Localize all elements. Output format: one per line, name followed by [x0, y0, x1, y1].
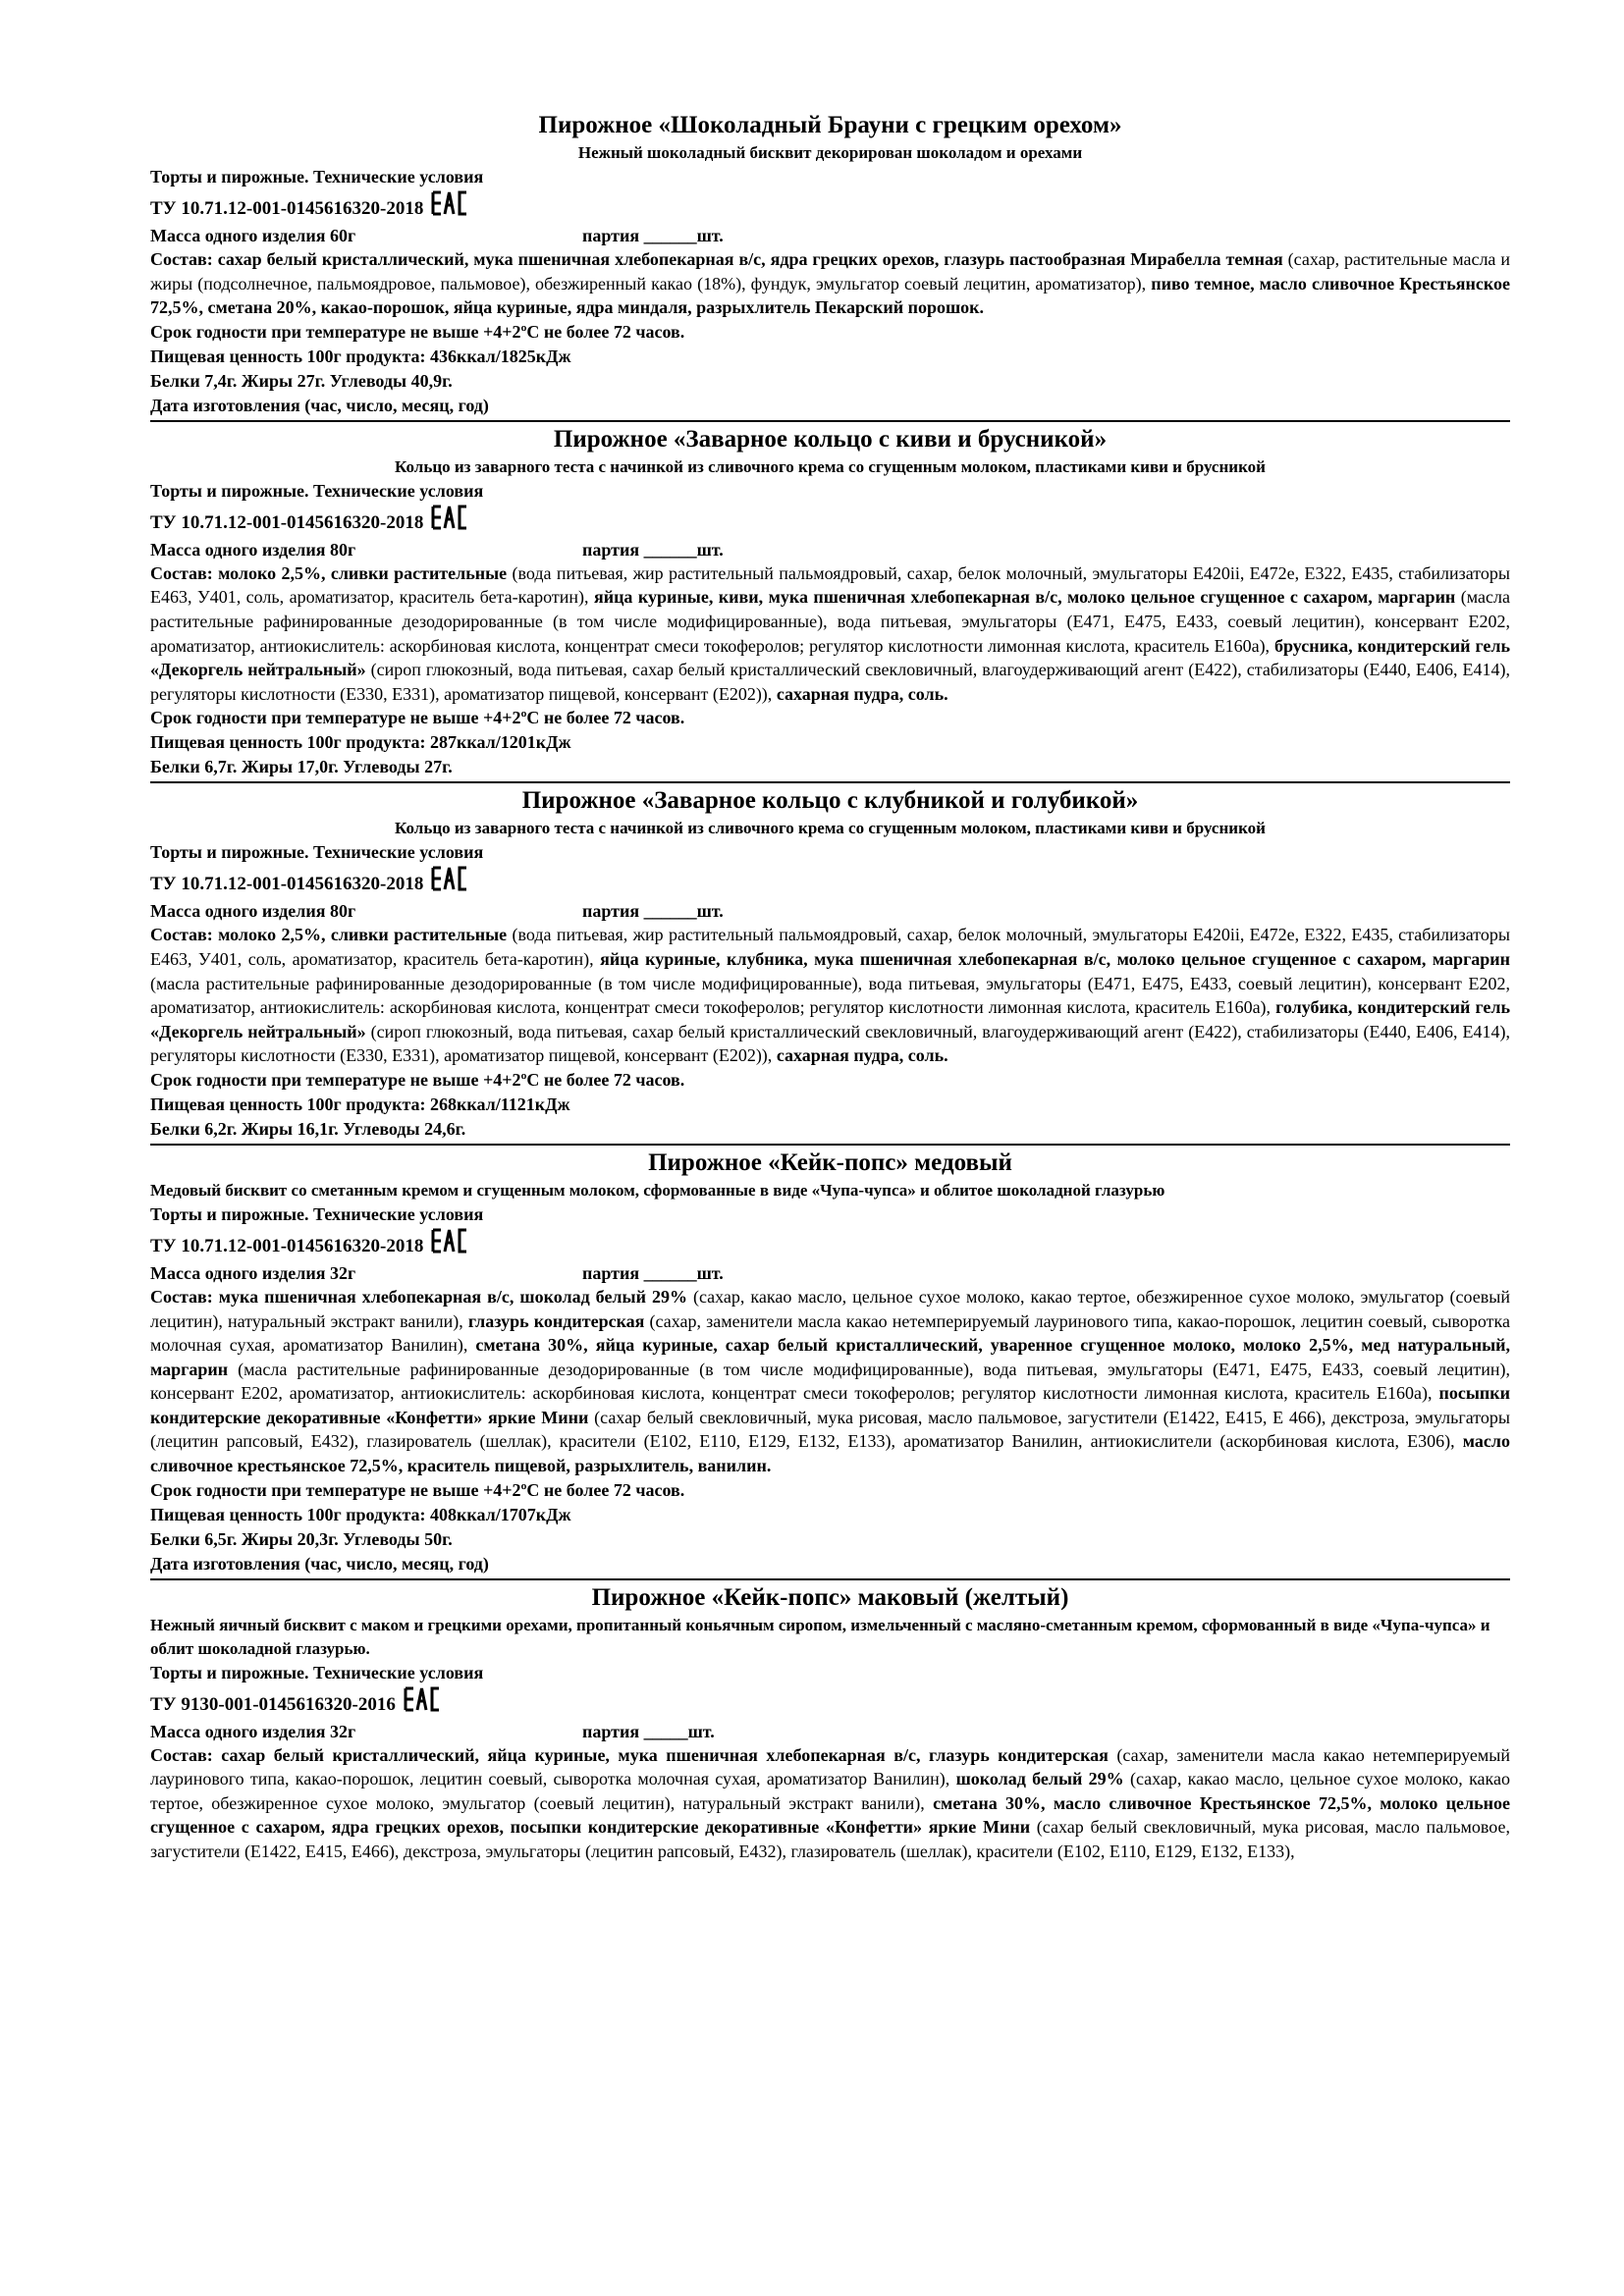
eac-mark-icon	[431, 866, 468, 891]
batch-field: партия _____шт.	[582, 1721, 715, 1741]
composition-part: Состав: сахар белый кристаллический, мука пшеничная хлебопекарная в/с, ядра грецких орехов, глазурь пастообразная Мирабелла темная	[150, 249, 1283, 269]
document	[150, 108, 1510, 1864]
mass-value: Масса одного изделия 32г	[150, 1721, 356, 1741]
product-title: Пирожное «Кейк-попс» маковый (желтый)	[591, 1583, 1069, 1611]
mass-value: Масса одного изделия 80г	[150, 901, 356, 922]
batch-field: партия ______шт.	[582, 901, 724, 922]
composition-part: масло сливочное крестьянское 72,5%, краситель пищевой, разрыхлитель, ванилин.	[150, 1431, 1510, 1476]
shelf-line: Срок годности при температуре не выше +4+2ºС не более 72 часов.	[150, 1069, 685, 1090]
composition-part: яйца куриные, киви, мука пшеничная хлебопекарная в/с, молоко цельное сгущенное с сахаром, маргарин	[593, 587, 1456, 608]
date-line: Дата изготовления (час, число, месяц, год)	[150, 395, 489, 415]
composition-part: (сахар, какао масло, цельное сухое молоко, какао тертое, обезжиренное сухое молоко, эмульгатор (соевый лецитин), натуральный экстракт ванили),	[150, 1286, 1510, 1331]
mass-line	[150, 224, 1510, 247]
composition-part: Состав: молоко 2,5%, сливки растительные	[150, 562, 508, 583]
composition-part: (масла растительные рафинированные дезодорированные (в том числе модифицированные), вода питьевая, эмульгаторы (Е471, Е475, Е433, соевый лецитин), консервант Е202, ароматизатор, антиокислитель: аскорбиновая кислота, концентрат смеси токоферолов; регулятор кислотности лимонная кислота, краситель Е160а),	[150, 1359, 1510, 1404]
product-description: Нежный яичный бисквит с маком и грецкими орехами, пропитанный коньячным сиропом, измельченный с масляно-сметанным кремом, сформованный в виде «Чупа-чупса» и облит шоколадной глазурью.	[150, 1615, 1490, 1658]
energy-line: Пищевая ценность 100г продукта: 287ккал/1201кДж	[150, 732, 571, 753]
composition-part: (вода питьевая, жир растительный пальмоядровый, сахар, белок молочный, эмульгаторы Е420ii, Е472е, Е322, Е435, стабилизаторы Е463, У401, соль, ароматизатор, краситель бета-каротин),	[150, 925, 1511, 969]
composition-part: сахарная пудра, соль.	[776, 1045, 948, 1066]
composition-part: (сахар, заменители масла какао нетемперируемый лауринового типа, какао-порошок, лецитин соевый, сыворотка молочная сухая, ароматизатор Ванилин),	[150, 1744, 1510, 1789]
composition	[150, 1285, 1510, 1478]
nutrients-line: Белки 6,5г. Жиры 20,3г. Углеводы 50г.	[150, 1528, 453, 1549]
composition-part: Состав: сахар белый кристаллический, яйца куриные, мука пшеничная хлебопекарная в/с, глазурь кондитерская	[150, 1744, 1109, 1765]
nutrients-line: Белки 7,4г. Жиры 27г. Углеводы 40,9г.	[150, 370, 453, 391]
product-title: Пирожное «Заварное кольцо с клубникой и голубикой»	[521, 787, 1139, 815]
mass-value: Масса одного изделия 60г	[150, 226, 356, 245]
shelf-line: Срок годности при температуре не выше +4+2ºС не более 72 часов.	[150, 1479, 685, 1500]
mass-line	[150, 1261, 1510, 1285]
product-description: Кольцо из заварного теста с начинкой из сливочного крема со сгущенным молоком, пластиками киви и брусникой	[395, 456, 1266, 476]
energy-line: Пищевая ценность 100г продукта: 408ккал/1707кДж	[150, 1504, 571, 1524]
composition-part: сметана 30%, масло сливочное Крестьянское 72,5%, молоко цельное сгущенное с сахаром, ядра грецких орехов, посыпки кондитерские декоративные «Конфетти» яркие Мини	[150, 1792, 1510, 1838]
eac-mark-icon	[431, 505, 468, 530]
composition-part: Состав: мука пшеничная хлебопекарная в/с, шоколад белый 29%	[150, 1286, 687, 1307]
product-title: Пирожное «Кейк-попс» медовый	[648, 1148, 1012, 1176]
tu-code	[150, 190, 1510, 224]
product-title: Пирожное «Заварное кольцо с киви и брусникой»	[553, 425, 1108, 453]
composition	[150, 247, 1510, 320]
product-section	[150, 110, 1510, 418]
tu-code	[150, 1228, 1510, 1261]
composition-part: (сахар, растительные масла и жиры (подсолнечное, пальмоядровое, пальмовое), обезжиренный какао (18%), фундук, эмульгатор соевый лецитин, ароматизатор),	[150, 249, 1510, 294]
tu-number: ТУ 10.71.12-001-0145616320-2018	[150, 874, 424, 895]
product-section	[150, 1578, 1510, 1864]
composition-part: голубика, кондитерский гель «Декоргель нейтральный»	[150, 997, 1511, 1041]
mass-value: Масса одного изделия 32г	[150, 1262, 356, 1283]
nutrients-line: Белки 6,7г. Жиры 17,0г. Углеводы 27г.	[150, 757, 453, 777]
energy-line: Пищевая ценность 100г продукта: 268ккал/1121кДж	[150, 1094, 570, 1114]
tu-code	[150, 1686, 1510, 1720]
composition-part: шоколад белый 29%	[955, 1769, 1124, 1789]
product-section	[150, 781, 1510, 1142]
batch-field: партия ______шт.	[582, 226, 724, 245]
composition-part: сахарная пудра, соль.	[776, 683, 948, 704]
energy-line: Пищевая ценность 100г продукта: 436ккал/1825кДж	[150, 346, 571, 366]
composition	[150, 1743, 1510, 1864]
standard-title: Торты и пирожные. Технические условия	[150, 842, 484, 863]
composition-part: (сироп глюкозный, вода питьевая, сахар белый кристаллический свекловичный, влагоудерживающий агент (Е422), стабилизаторы (Е440, Е406, Е414), регуляторы кислотности (Е330, Е331), ароматизатор пищевой, консервант (Е202)),	[150, 660, 1511, 704]
tu-code	[150, 505, 1510, 538]
batch-field: партия ______шт.	[582, 1262, 724, 1283]
mass-line	[150, 538, 1510, 561]
composition-part: Состав: молоко 2,5%, сливки растительные	[150, 925, 508, 945]
composition-part: сметана 30%, яйца куриные, сахар белый кристаллический, уваренное сгущенное молоко, молоко 2,5%, мед натуральный, маргарин	[150, 1335, 1510, 1379]
tu-number: ТУ 10.71.12-001-0145616320-2018	[150, 198, 424, 219]
mass-line	[150, 899, 1510, 923]
product-description: Медовый бисквит со сметанным кремом и сгущенным молоком, сформованные в виде «Чупа-чупса» и облитое шоколадной глазурью	[150, 1180, 1165, 1200]
standard-title: Торты и пирожные. Технические условия	[150, 167, 484, 187]
composition-part: (вода питьевая, жир растительный пальмоядровый, сахар, белок молочный, эмульгаторы Е420ii, Е472е, Е322, Е435, стабилизаторы Е463, У401, соль, ароматизатор, краситель бета-каротин),	[150, 562, 1511, 608]
tu-code	[150, 866, 1510, 899]
composition-part: (сироп глюкозный, вода питьевая, сахар белый кристаллический свекловичный, влагоудерживающий агент (Е422), стабилизаторы (Е440, Е406, Е414), регуляторы кислотности (Е330, Е331), ароматизатор пищевой, консервант (Е202)),	[150, 1021, 1511, 1066]
mass-value: Масса одного изделия 80г	[150, 539, 356, 560]
tu-number: ТУ 9130-001-0145616320-2016	[150, 1693, 396, 1715]
batch-field: партия ______шт.	[582, 539, 724, 560]
shelf-line: Срок годности при температуре не выше +4+2ºС не более 72 часов.	[150, 708, 685, 728]
composition-part: глазурь кондитерская	[467, 1310, 645, 1331]
product-section	[150, 1144, 1510, 1576]
eac-mark-icon	[404, 1686, 441, 1712]
composition-part: (сахар, какао масло, цельное сухое молоко, какао тертое, обезжиренное сухое молоко, эмульгатор (соевый лецитин), натуральный экстракт ванили),	[150, 1769, 1510, 1813]
composition	[150, 561, 1510, 707]
standard-title: Торты и пирожные. Технические условия	[150, 1203, 484, 1224]
mass-line	[150, 1720, 1510, 1743]
product-title: Пирожное «Шоколадный Брауни с грецким орехом»	[538, 112, 1122, 138]
composition-part: (сахар белый свекловичный, мука рисовая, масло пальмовое, загустители (Е1422, Е415, Е466), декстроза, эмульгаторы (лецитин рапсовый, Е432), глазирователь (шеллак), красители (Е102, Е110, Е129, Е132, Е133),	[150, 1817, 1511, 1862]
composition-part: яйца куриные, клубника, мука пшеничная хлебопекарная в/с, молоко цельное сгущенное с сахаром, маргарин	[600, 948, 1510, 969]
date-line: Дата изготовления (час, число, месяц, год)	[150, 1553, 489, 1574]
product-section	[150, 420, 1510, 780]
eac-mark-icon	[431, 190, 468, 216]
product-description: Нежный шоколадный бисквит декорирован шоколадом и орехами	[577, 143, 1083, 162]
product-description: Кольцо из заварного теста с начинкой из сливочного крема со сгущенным молоком, пластиками киви и брусникой	[395, 819, 1266, 838]
composition-part: (масла растительные рафинированные дезодорированные (в том числе модифицированные), вода питьевая, эмульгаторы (Е471, Е475, Е433, соевый лецитин), консервант Е202, ароматизатор, антиокислитель: аскорбиновая кислота, концентрат смеси токоферолов; регулятор кислотности лимонная кислота, краситель Е160а),	[150, 973, 1510, 1018]
standard-title: Торты и пирожные. Технические условия	[150, 480, 484, 501]
composition-part: (сахар белый свекловичный, мука рисовая, масло пальмовое, загустители (Е1422, Е415, Е 466), декстроза, эмульгаторы (лецитин рапсовый, Е432), глазирователь (шеллак), красители (Е102, Е110, Е129, Е132, Е133), ароматизатор Ванилин, антиокислители (аскорбиновая кислота, Е306),	[150, 1407, 1510, 1452]
standard-title: Торты и пирожные. Технические условия	[150, 1662, 484, 1682]
composition	[150, 923, 1510, 1068]
composition-part: (сахар, заменители масла какао нетемперируемый лауринового типа, какао-порошок, лецитин соевый, сыворотка молочная сухая, ароматизатор Ванилин),	[150, 1310, 1510, 1356]
tu-number: ТУ 10.71.12-001-0145616320-2018	[150, 1235, 424, 1256]
eac-mark-icon	[431, 1228, 468, 1254]
composition-part: (масла растительные рафинированные дезодорированные (в том числе модифицированные), вода питьевая, эмульгаторы (Е471, Е475, Е433, соевый лецитин), консервант Е202, ароматизатор, антиокислитель: аскорбиновая кислота, концентрат смеси токоферолов; регулятор кислотности лимонная кислота, краситель Е160а),	[150, 587, 1510, 656]
composition-part: брусника, кондитерский гель «Декоргель нейтральный»	[150, 635, 1510, 680]
composition-part: посыпки кондитерские декоративные «Конфетти» яркие Мини	[150, 1383, 1510, 1427]
nutrients-line: Белки 6,2г. Жиры 16,1г. Углеводы 24,6г.	[150, 1118, 466, 1139]
composition-part: пиво темное, масло сливочное Крестьянское 72,5%, сметана 20%, какао-порошок, яйца куриные, ядра миндаля, разрыхлитель Пекарский порошок.	[150, 273, 1510, 318]
shelf-line: Срок годности при температуре не выше +4+2ºС не более 72 часов.	[150, 321, 685, 342]
tu-number: ТУ 10.71.12-001-0145616320-2018	[150, 511, 424, 533]
